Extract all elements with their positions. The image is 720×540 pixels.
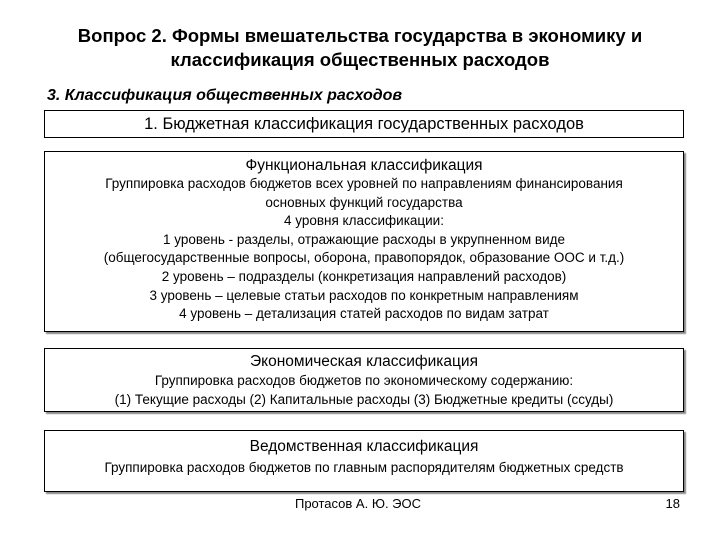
functional-line: Группировка расходов бюджетов всех уровней по направлениям финансирования xyxy=(105,176,623,191)
economic-classification-text xyxy=(45,371,683,409)
page-number: 18 xyxy=(665,496,680,511)
economic-classification-box xyxy=(44,348,684,412)
departmental-classification-title: Ведомственная классификация xyxy=(249,438,479,455)
slide-title-line-2: классификация общественных расходов xyxy=(170,49,550,70)
functional-line: 1 уровень - разделы, отражающие расходы в укрупненном виде xyxy=(162,231,566,247)
economic-line: Группировка расходов бюджетов по экономическому содержанию: xyxy=(154,373,574,388)
functional-line: основных функций государства xyxy=(265,194,463,210)
departmental-line: Группировка расходов бюджетов по главным распорядителям бюджетных средств xyxy=(104,460,624,475)
functional-line: 2 уровень – подразделы (конкретизация направлений расходов) xyxy=(161,268,567,284)
functional-classification-text xyxy=(45,175,683,324)
slide-title-line-1: Вопрос 2. Формы вмешательства государства в экономику и xyxy=(77,25,643,46)
slide-title xyxy=(20,24,700,72)
departmental-classification-text xyxy=(45,459,683,478)
budget-classification-box: 1. Бюджетная классификация государственных расходов xyxy=(44,110,684,138)
economic-classification-title: Экономическая классификация xyxy=(250,353,478,370)
functional-line: 4 уровень – детализация статей расходов по видам затрат xyxy=(179,306,549,322)
economic-line: (1) Текущие расходы (2) Капитальные расходы (3) Бюджетные кредиты (ссуды) xyxy=(114,392,614,407)
section-subtitle: 3. Классификация общественных расходов xyxy=(47,87,403,104)
footer-author: Протасов А. Ю. ЭОС xyxy=(294,496,422,511)
functional-line: 4 уровня классификации: xyxy=(284,213,444,229)
functional-line: (общегосударственные вопросы, оборона, правопорядок, образование ООС и т.д.) xyxy=(103,250,625,266)
departmental-classification-box xyxy=(44,430,684,492)
functional-classification-box xyxy=(44,151,684,332)
functional-line: 3 уровень – целевые статьи расходов по конкретным направлениям xyxy=(149,287,579,303)
functional-classification-title: Функциональная классификация xyxy=(245,157,483,174)
